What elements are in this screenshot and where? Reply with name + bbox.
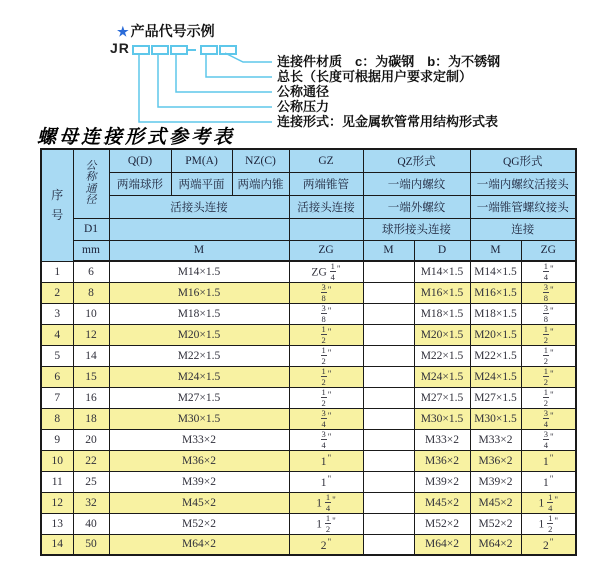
m-thread-value: M27×1.5 (109, 387, 289, 408)
label-connection-form: 连接形式：见金属软管常用结构形式表 (277, 114, 499, 129)
header-tongjing: 公 称 通 径 (73, 149, 109, 218)
qg-m-value: M22×1.5 (470, 345, 521, 366)
table-row (41, 408, 576, 429)
header-qz-desc1: 一端内螺纹 (363, 172, 470, 195)
header-gz-desc: 两端锥管 (289, 172, 363, 195)
qz-d-value: M18×1.5 (414, 303, 470, 324)
header-qg-desc3: 连接 (470, 218, 576, 240)
qg-zg-value: 1" (521, 450, 576, 471)
qz-d-value: M64×2 (414, 534, 470, 555)
qz-d-value: M24×1.5 (414, 366, 470, 387)
header-col-pm: PM(A) (171, 149, 232, 172)
gz-value: $\frac{1}{2}$ " (289, 387, 363, 408)
table-title: 螺母连接形式参考表 (37, 126, 236, 148)
qz-m-value (363, 324, 414, 345)
header-col-gz: GZ (289, 149, 363, 172)
qg-zg-value: 2" (521, 534, 576, 555)
table-row (41, 387, 576, 408)
dn-value: 16 (73, 387, 109, 408)
qz-m-value (363, 513, 414, 534)
nut-connection-reference-table (40, 148, 577, 556)
dn-value: 20 (73, 429, 109, 450)
qg-m-value: M45×2 (470, 492, 521, 513)
qz-m-value (363, 345, 414, 366)
qg-zg-value: 1 $\frac{1}{4}$ " (521, 492, 576, 513)
header-qg-zg-label: ZG (521, 240, 576, 261)
gz-value: 1 $\frac{1}{4}$ " (289, 492, 363, 513)
header-empty-gz (289, 218, 363, 240)
qg-m-value: M36×2 (470, 450, 521, 471)
qg-m-value: M52×2 (470, 513, 521, 534)
m-thread-value: M20×1.5 (109, 324, 289, 345)
gz-value: 1 $\frac{1}{2}$ " (289, 513, 363, 534)
row-number: 7 (41, 387, 73, 408)
qz-d-value: M27×1.5 (414, 387, 470, 408)
dn-value: 14 (73, 345, 109, 366)
qg-zg-value: $\frac{1}{2}$ " (521, 387, 576, 408)
dn-value: 50 (73, 534, 109, 555)
qg-zg-value: $\frac{3}{8}$ " (521, 303, 576, 324)
m-thread-value: M36×2 (109, 450, 289, 471)
qz-m-value (363, 387, 414, 408)
qz-d-value: M33×2 (414, 429, 470, 450)
row-number: 8 (41, 408, 73, 429)
row-number: 6 (41, 366, 73, 387)
table-row (41, 429, 576, 450)
table-row (41, 345, 576, 366)
header-q-desc: 两端球形 (109, 172, 171, 195)
m-thread-value: M64×2 (109, 534, 289, 555)
gz-value: $\frac{3}{4}$ " (289, 429, 363, 450)
m-thread-value: M24×1.5 (109, 366, 289, 387)
qz-d-value: M30×1.5 (414, 408, 470, 429)
dn-value: 15 (73, 366, 109, 387)
m-thread-value: M16×1.5 (109, 282, 289, 303)
qz-d-value: M22×1.5 (414, 345, 470, 366)
table-row (41, 324, 576, 345)
header-mm: mm (73, 240, 109, 261)
row-number: 9 (41, 429, 73, 450)
table-row (41, 492, 576, 513)
label-total-length: 总长（长度可根据用户要求定制） (277, 69, 473, 84)
gz-value: ZG $\frac{1}{4}$ " (289, 261, 363, 282)
qz-d-value: M39×2 (414, 471, 470, 492)
qg-zg-value: 1 $\frac{1}{2}$ " (521, 513, 576, 534)
qz-m-value (363, 450, 414, 471)
qg-zg-value: $\frac{3}{8}$ " (521, 282, 576, 303)
m-thread-value: M22×1.5 (109, 345, 289, 366)
qz-d-value: M20×1.5 (414, 324, 470, 345)
dn-value: 22 (73, 450, 109, 471)
m-thread-value: M33×2 (109, 429, 289, 450)
header-col-q: Q(D) (109, 149, 171, 172)
qz-m-value (363, 303, 414, 324)
qg-zg-value: $\frac{1}{2}$ " (521, 324, 576, 345)
label-material: 连接件材质 c：为碳钢 b：为不锈钢 (277, 54, 501, 69)
gz-value: 2" (289, 534, 363, 555)
qg-m-value: M64×2 (470, 534, 521, 555)
gz-value: 1" (289, 450, 363, 471)
qz-m-value (363, 282, 414, 303)
qg-m-value: M16×1.5 (470, 282, 521, 303)
row-number: 10 (41, 450, 73, 471)
row-number: 2 (41, 282, 73, 303)
header-zg-label: ZG (289, 240, 363, 261)
gz-value: $\frac{3}{4}$ " (289, 408, 363, 429)
row-number: 13 (41, 513, 73, 534)
star-icon: ★ (117, 24, 129, 39)
qz-m-value (363, 429, 414, 450)
table-row (41, 282, 576, 303)
qg-zg-value: 1" (521, 471, 576, 492)
qg-m-value: M39×2 (470, 471, 521, 492)
qz-d-value: M16×1.5 (414, 282, 470, 303)
table-body (41, 261, 576, 555)
row-number: 3 (41, 303, 73, 324)
qz-d-value: M52×2 (414, 513, 470, 534)
dn-value: 32 (73, 492, 109, 513)
m-thread-value: M45×2 (109, 492, 289, 513)
qg-zg-value: $\frac{1}{2}$ " (521, 345, 576, 366)
m-thread-value: M39×2 (109, 471, 289, 492)
qg-zg-value: $\frac{3}{4}$ " (521, 429, 576, 450)
table-row (41, 513, 576, 534)
qg-m-value: M24×1.5 (470, 366, 521, 387)
label-nominal-diameter: 公称通径 (277, 84, 330, 99)
qg-zg-value: $\frac{3}{4}$ " (521, 408, 576, 429)
header-col-qg: QG形式 (470, 149, 576, 172)
gz-value: $\frac{1}{2}$ " (289, 345, 363, 366)
qg-m-value: M30×1.5 (470, 408, 521, 429)
header-huojietou: 活接头连接 (109, 195, 289, 218)
table-row (41, 450, 576, 471)
row-number: 12 (41, 492, 73, 513)
dn-value: 18 (73, 408, 109, 429)
row-number: 14 (41, 534, 73, 555)
diagram-title-text: 产品代号示例 (130, 23, 215, 39)
header-col-qz: QZ形式 (363, 149, 470, 172)
row-number: 1 (41, 261, 73, 282)
qz-m-value (363, 534, 414, 555)
header-pm-desc: 两端平面 (171, 172, 232, 195)
dn-value: 6 (73, 261, 109, 282)
qg-m-value: M33×2 (470, 429, 521, 450)
product-code-prefix: JR (110, 40, 130, 56)
gz-value: $\frac{3}{8}$ " (289, 282, 363, 303)
table-row (41, 261, 576, 282)
qg-m-value: M27×1.5 (470, 387, 521, 408)
table-row (41, 471, 576, 492)
header-gz-huojietou: 活接头连接 (289, 195, 363, 218)
header-col-nz: NZ(C) (232, 149, 289, 172)
qz-m-value (363, 261, 414, 282)
header-qz-desc3: 球形接头连接 (363, 218, 470, 240)
table-header (41, 149, 576, 261)
gz-value: $\frac{1}{2}$ " (289, 366, 363, 387)
table-row (41, 366, 576, 387)
qg-zg-value: $\frac{1}{2}$ " (521, 366, 576, 387)
header-nz-desc: 两端内锥 (232, 172, 289, 195)
qz-m-value (363, 492, 414, 513)
qg-m-value: M18×1.5 (470, 303, 521, 324)
header-qz-desc2: 一端外螺纹 (363, 195, 470, 218)
dn-value: 8 (73, 282, 109, 303)
qz-d-value: M45×2 (414, 492, 470, 513)
header-d1: D1 (73, 218, 109, 240)
qg-zg-value: $\frac{1}{4}$ " (521, 261, 576, 282)
qz-d-value: M36×2 (414, 450, 470, 471)
m-thread-value: M18×1.5 (109, 303, 289, 324)
header-qg-desc2: 一端锥管螺纹接头 (470, 195, 576, 218)
gz-value: $\frac{3}{8}$ " (289, 303, 363, 324)
header-qz-m-label: M (363, 240, 414, 261)
qz-m-value (363, 366, 414, 387)
header-qz-d-label: D (414, 240, 470, 261)
gz-value: 1" (289, 471, 363, 492)
header-m-label: M (109, 240, 289, 261)
qg-m-value: M14×1.5 (470, 261, 521, 282)
table-row (41, 303, 576, 324)
label-nominal-pressure: 公称压力 (277, 99, 330, 114)
table-row (41, 534, 576, 555)
qz-m-value (363, 408, 414, 429)
header-empty-left (109, 218, 289, 240)
dn-value: 25 (73, 471, 109, 492)
qg-m-value: M20×1.5 (470, 324, 521, 345)
dn-value: 12 (73, 324, 109, 345)
m-thread-value: M52×2 (109, 513, 289, 534)
qz-m-value (363, 471, 414, 492)
header-qg-desc1: 一端内螺纹活接头 (470, 172, 576, 195)
m-thread-value: M14×1.5 (109, 261, 289, 282)
row-number: 11 (41, 471, 73, 492)
dn-value: 10 (73, 303, 109, 324)
m-thread-value: M30×1.5 (109, 408, 289, 429)
dn-value: 40 (73, 513, 109, 534)
qz-d-value: M14×1.5 (414, 261, 470, 282)
gz-value: $\frac{1}{2}$ " (289, 324, 363, 345)
header-xuhao: 序 号 (41, 149, 73, 261)
header-qg-m-label: M (470, 240, 521, 261)
row-number: 4 (41, 324, 73, 345)
row-number: 5 (41, 345, 73, 366)
